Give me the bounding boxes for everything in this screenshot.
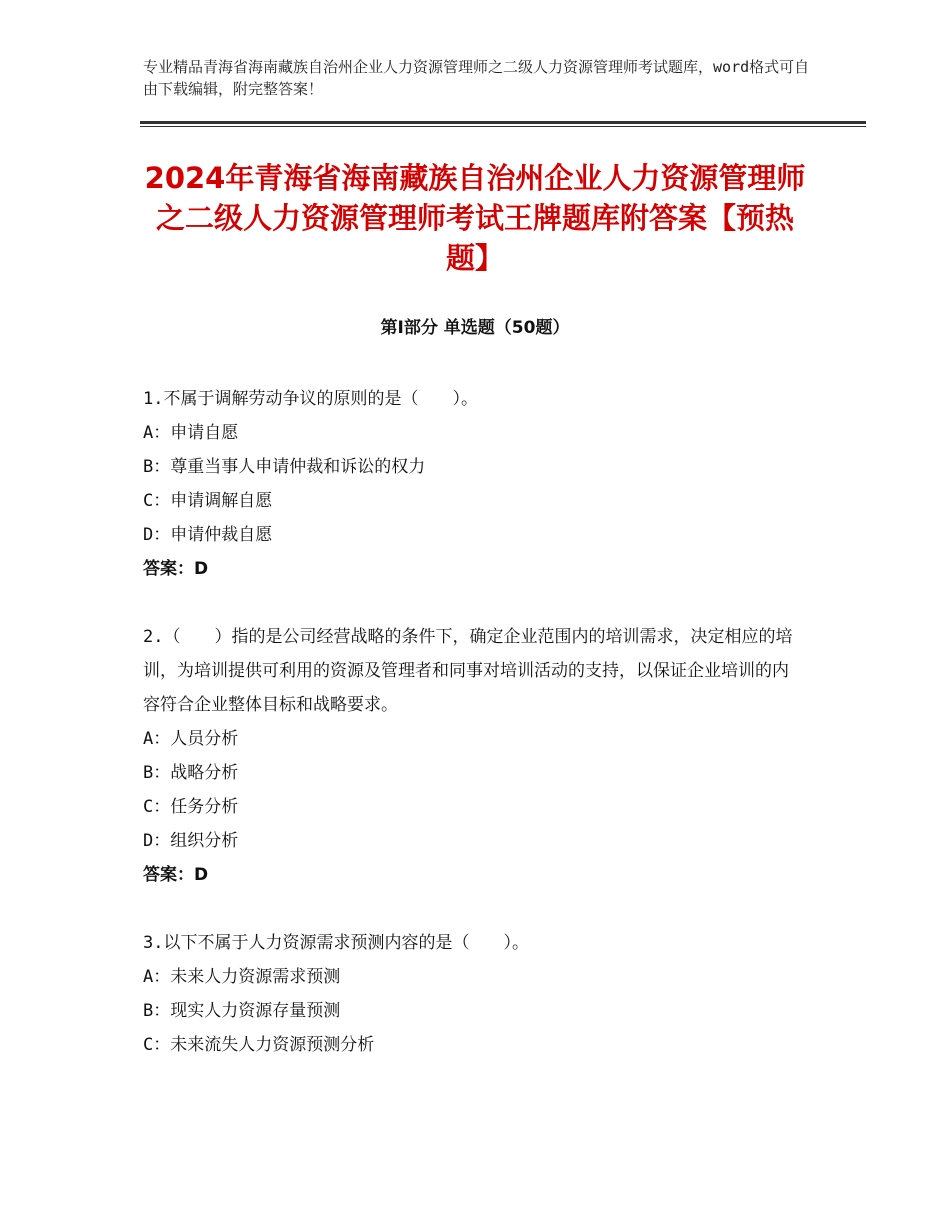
option-b: B：现实人力资源存量预测 [143, 1001, 341, 1021]
question-2 [143, 620, 803, 892]
answer: 答案：D [143, 865, 209, 885]
document-title: 2024年青海省海南藏族自治州企业人力资源管理师之二级人力资源管理师考试王牌题库附答案【预热题】 [144, 161, 806, 275]
header-rule-thin [140, 126, 866, 127]
question-stem: 3.以下不属于人力资源需求预测内容的是（ ）。 [143, 933, 529, 953]
option-d: D：申请仲裁自愿 [143, 525, 273, 545]
option-b: B：尊重当事人申请仲裁和诉讼的权力 [143, 457, 426, 477]
header-rule-thick [140, 121, 866, 124]
question-stem: 2.（ ）指的是公司经营战略的条件下，确定企业范围内的培训需求，决定相应的培训，为培训提供可利用的资源及管理者和同事对培训活动的支持，以保证企业培训的内容符合企业整体目标和战略要求。 [143, 627, 793, 715]
option-a: A：申请自愿 [143, 423, 239, 443]
option-a: A：人员分析 [143, 729, 239, 749]
question-1 [143, 382, 803, 586]
option-c: C：申请调解自愿 [143, 491, 273, 511]
question-3 [143, 926, 803, 1062]
answer: 答案：D [143, 559, 209, 579]
option-d: D：组织分析 [143, 831, 239, 851]
option-a: A：未来人力资源需求预测 [143, 967, 341, 987]
option-c: C：未来流失人力资源预测分析 [143, 1035, 375, 1055]
option-b: B：战略分析 [143, 763, 239, 783]
header-note: 专业精品青海省海南藏族自治州企业人力资源管理师之二级人力资源管理师考试题库，word格式可自由下载编辑，附完整答案！ [143, 58, 810, 98]
section-title: 第Ⅰ部分 单选题（50题） [380, 318, 570, 338]
option-c: C：任务分析 [143, 797, 239, 817]
question-stem: 1.不属于调解劳动争议的原则的是（ ）。 [143, 389, 478, 409]
question-list [143, 382, 803, 1096]
